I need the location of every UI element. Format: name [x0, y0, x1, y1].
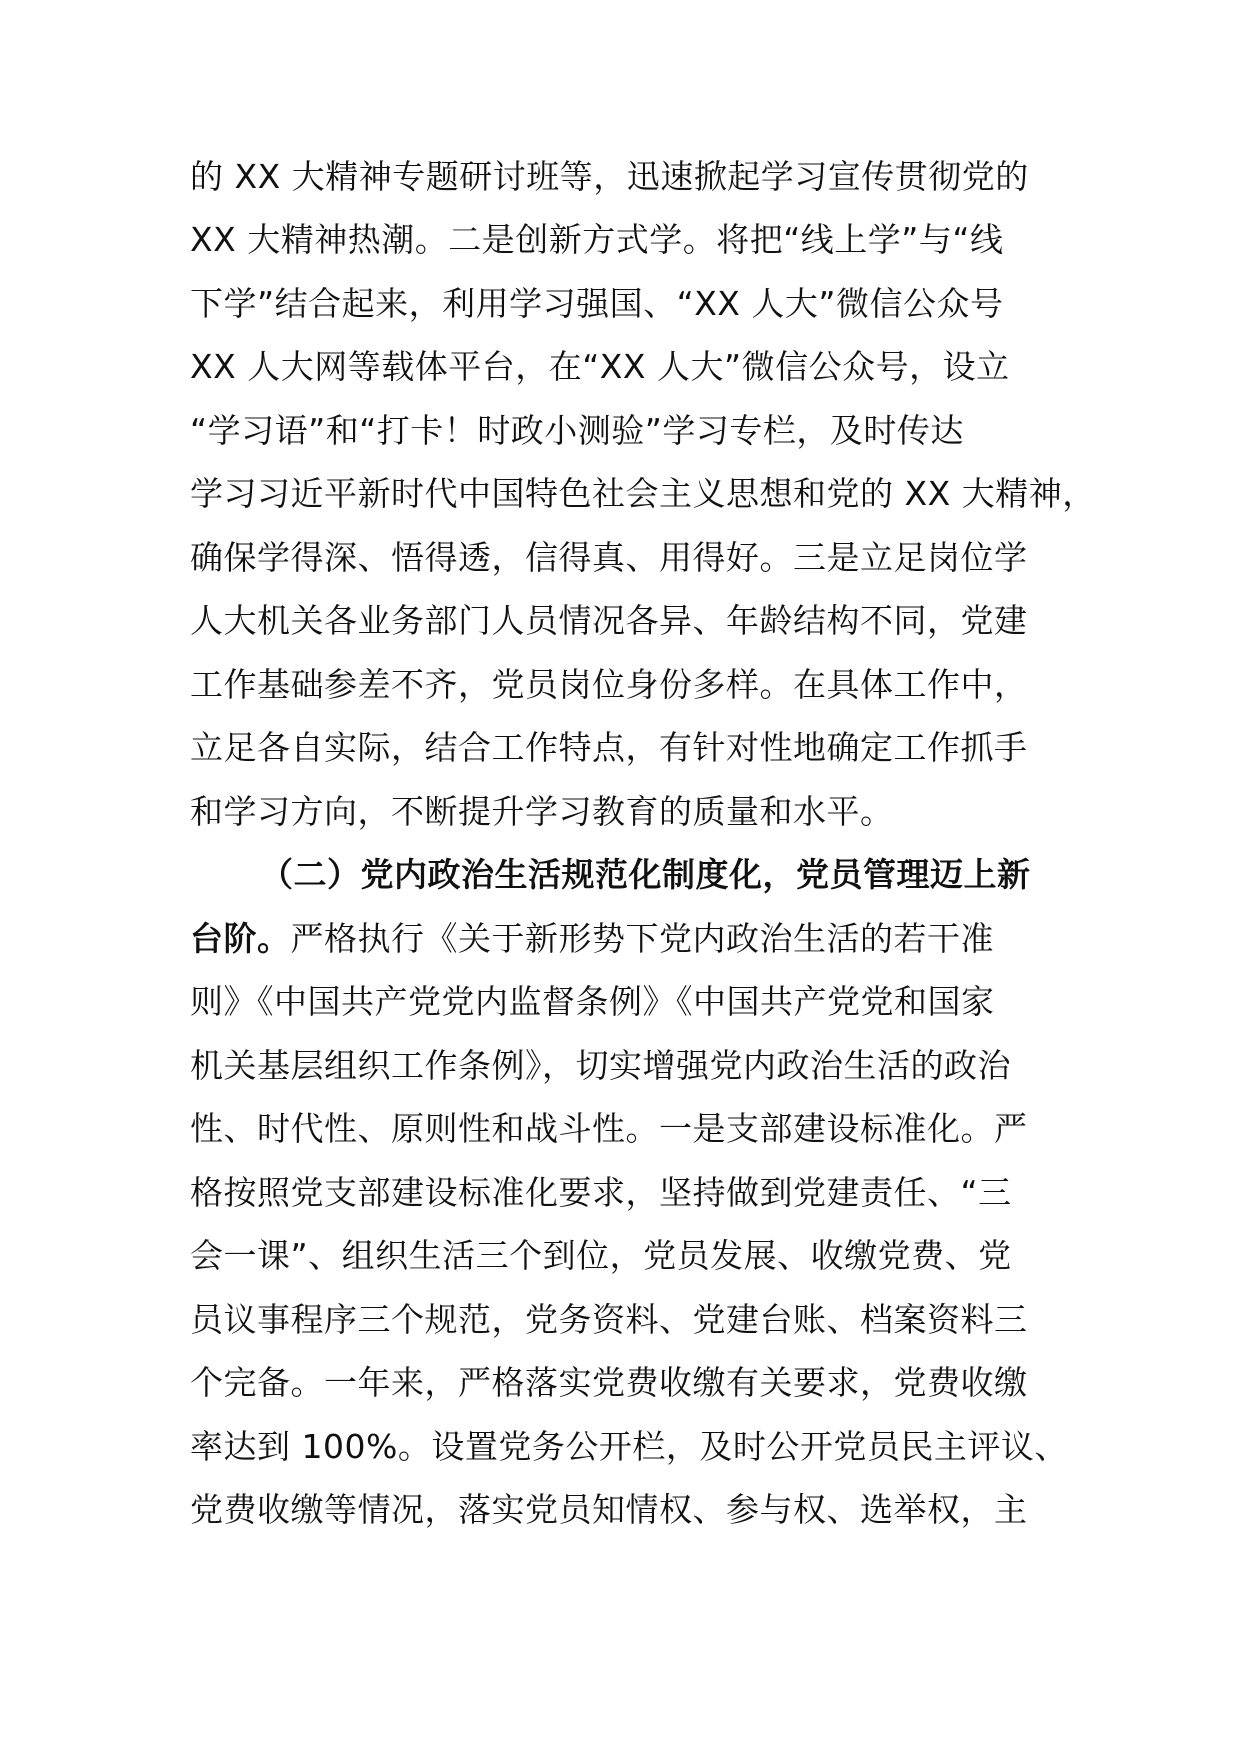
paragraph-line: 会一课”、组织生活三个到位，党员发展、收缴党费、党 [190, 1236, 1012, 1275]
paragraph-line: 性、时代性、原则性和战斗性。一是支部建设标准化。严 [190, 1109, 1028, 1148]
paragraph-line: 下学”结合起来，利用学习强国、“XX 人大”微信公众号 [190, 284, 1004, 323]
paragraph-line: 率达到 100%。设置党务公开栏，及时公开党员民主评议、 [190, 1427, 1068, 1466]
paragraph-line: 工作基础参差不齐，党员岗位身份多样。在具体工作中， [190, 665, 1028, 704]
paragraph-line: 和学习方向，不断提升学习教育的质量和水平。 [190, 792, 894, 831]
paragraph-line: 则》《中国共产党党内监督条例》《中国共产党党和国家 [190, 982, 995, 1021]
section-heading: （二）党内政治生活规范化制度化，党员管理迈上新 [260, 855, 1031, 894]
paragraph-line: XX 人大网等载体平台，在“XX 人大”微信公众号，设立 [190, 347, 1010, 386]
paragraph-line: XX 大精神热潮。二是创新方式学。将把“线上学”与“线 [190, 220, 1004, 259]
paragraph-line: 个完备。一年来，严格落实党费收缴有关要求，党费收缴 [190, 1363, 1028, 1402]
paragraph-line: 党费收缴等情况，落实党员知情权、参与权、选举权，主 [190, 1490, 1028, 1529]
paragraph-line: 的 XX 大精神专题研讨班等，迅速掀起学习宣传贯彻党的 [190, 157, 1029, 196]
paragraph-line: 机关基层组织工作条例》，切实增强党内政治生活的政治 [190, 1046, 1011, 1085]
paragraph-line: 人大机关各业务部门人员情况各异、年龄结构不同，党建 [190, 601, 1028, 640]
paragraph-line: 确保学得深、悟得透，信得真、用得好。三是立足岗位学 [190, 538, 1028, 577]
paragraph-line: 立足各自实际，结合工作特点，有针对性地确定工作抓手 [190, 728, 1028, 767]
paragraph-line: 格按照党支部建设标准化要求，坚持做到党建责任、“三 [190, 1173, 1012, 1212]
section-heading-tail: 台阶。 [190, 919, 291, 958]
section-heading-continuation [190, 917, 994, 961]
paragraph-line: “学习语”和“打卡！时政小测验”学习专栏，及时传达 [190, 411, 964, 450]
paragraph-line: 员议事程序三个规范，党务资料、党建台账、档案资料三 [190, 1300, 1028, 1339]
paragraph-text: 严格执行《关于新形势下党内政治生活的若干准 [290, 919, 994, 958]
paragraph-line: 学习习近平新时代中国特色社会主义思想和党的 XX 大精神， [190, 474, 1096, 513]
